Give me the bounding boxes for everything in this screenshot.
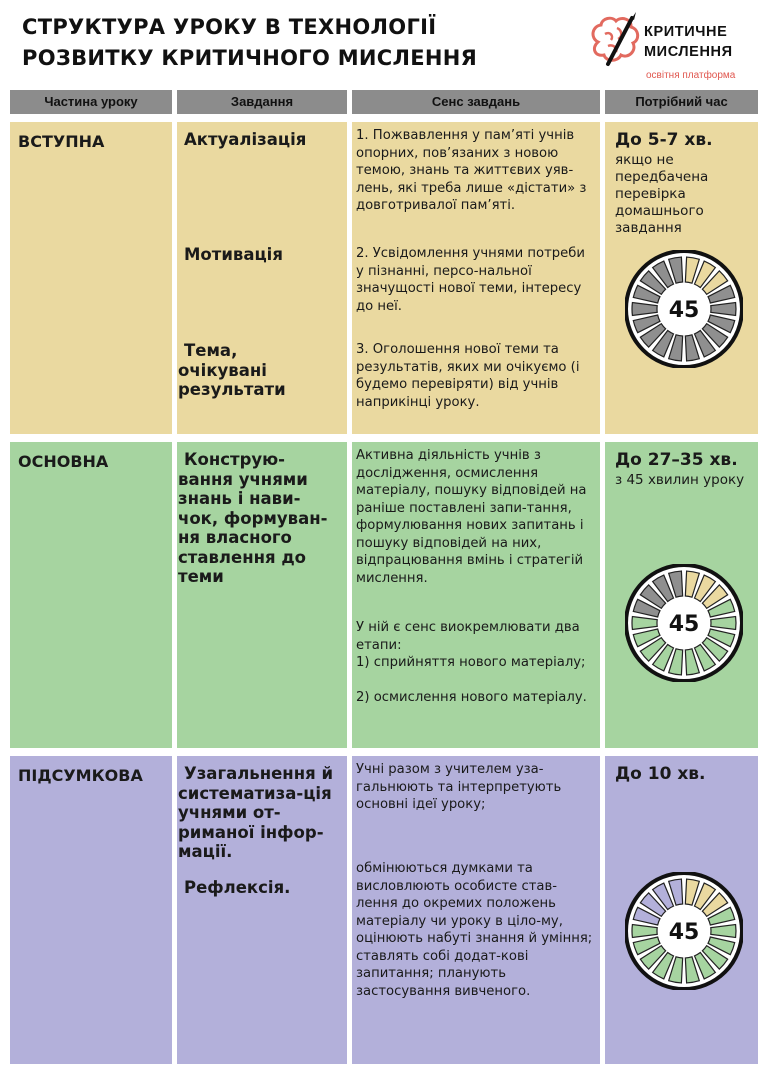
- column-header-task: Завдання: [177, 90, 347, 114]
- logo-text-line-1: КРИТИЧНЕ: [644, 24, 728, 40]
- clock-label: 45: [668, 298, 700, 323]
- column-header-part: Частина уроку: [10, 90, 172, 114]
- sense-paragraph: 1) сприйняття нового матеріалу;: [356, 655, 586, 670]
- clock-icon: [625, 564, 743, 682]
- section-time-main: [605, 442, 758, 748]
- clock-label: 45: [668, 612, 700, 637]
- title-line-1: СТРУКТУРА УРОКУ В ТЕХНОЛОГІЇ: [22, 15, 437, 39]
- section-sense-main: [352, 442, 600, 748]
- time-note: з 45 хвилин уроку: [615, 472, 745, 488]
- section-title-summary: ПІДСУМКОВА: [18, 766, 143, 785]
- task-item: Узагальнення й систематиза-ція учнями от-риманої інфор-мації.: [178, 764, 334, 861]
- section-title-main: ОСНОВНА: [18, 452, 109, 471]
- brain-logo-icon: [588, 12, 644, 72]
- task-item: Рефлексія.: [184, 878, 291, 897]
- task-item: Тема, очікувані результати: [178, 341, 286, 399]
- section-part-main: [10, 442, 172, 748]
- section-time-summary: [605, 756, 758, 1064]
- task-item: Мотивація: [184, 245, 283, 264]
- section-tasks-intro: [177, 122, 347, 434]
- sense-paragraph: 3. Оголошення нової теми та результатів, яких ми очікуємо (і будемо перевіряти) від учнів наприкінці уроку.: [356, 342, 580, 410]
- logo-text-line-2: МИСЛЕННЯ: [644, 44, 733, 60]
- column-header-time: Потрібний час: [605, 90, 758, 114]
- column-header-sense: Сенс завдань: [352, 90, 600, 114]
- title-line-2: РОЗВИТКУ КРИТИЧНОГО МИСЛЕННЯ: [22, 46, 478, 70]
- section-tasks-main: [177, 442, 347, 748]
- section-time-intro: [605, 122, 758, 434]
- sense-paragraph: 1. Пожвавлення у пам’яті учнів опорних, пов’язаних з новою темою, знань та життєвих уяв-лень, які треба лише «дістати» з довготривалої пам’яті.: [356, 128, 587, 213]
- sense-paragraph: У ній є сенс виокремлювати два етапи:: [356, 620, 580, 653]
- clock-label: 45: [668, 920, 700, 945]
- section-part-summary: [10, 756, 172, 1064]
- page-title: [22, 12, 477, 74]
- time-note: якщо не передбачена перевірка домашнього завдання: [615, 152, 709, 236]
- sense-paragraph: обмінюються думками та висловлюють особисте став-лення до окремих положень матеріалу чи уроку в ціло-му, оцінюють набуті знання й уміння; ставлять собі додат-кові запитання; планують застосування вивченого.: [356, 861, 593, 999]
- time-value: До 10 хв.: [615, 764, 706, 784]
- task-item: Конструю-вання учнями знань і нави-чок, формуван-ня власного ставлення до теми: [178, 450, 328, 586]
- section-sense-summary: [352, 756, 600, 1064]
- sense-paragraph: Учні разом з учителем уза-гальнюють та інтерпретують основні ідеї уроку;: [356, 762, 562, 812]
- logo-subtitle: освітня платформа: [646, 70, 736, 81]
- section-sense-intro: [352, 122, 600, 434]
- clock-icon: [625, 250, 743, 368]
- clock-icon: [625, 872, 743, 990]
- sense-paragraph: Активна діяльність учнів з дослідження, осмислення матеріалу, пошуку відповідей на раніше поставлені запи-тання, формулювання нових запитань і пошуку відповідей на них, відпрацювання вмінь і стратегій мислення.: [356, 448, 587, 586]
- time-value: До 27–35 хв.: [615, 450, 738, 470]
- section-title-intro: ВСТУПНА: [18, 132, 105, 151]
- section-tasks-summary: [177, 756, 347, 1064]
- time-value: До 5-7 хв.: [615, 130, 713, 150]
- section-part-intro: [10, 122, 172, 434]
- sense-paragraph: 2) осмислення нового матеріалу.: [356, 690, 587, 705]
- sense-paragraph: 2. Усвідомлення учнями потреби у пізнанні, персо-нальної значущості нової теми, інтересу до неї.: [356, 246, 585, 314]
- logo: [588, 10, 748, 82]
- task-item: Актуалізація: [184, 130, 307, 149]
